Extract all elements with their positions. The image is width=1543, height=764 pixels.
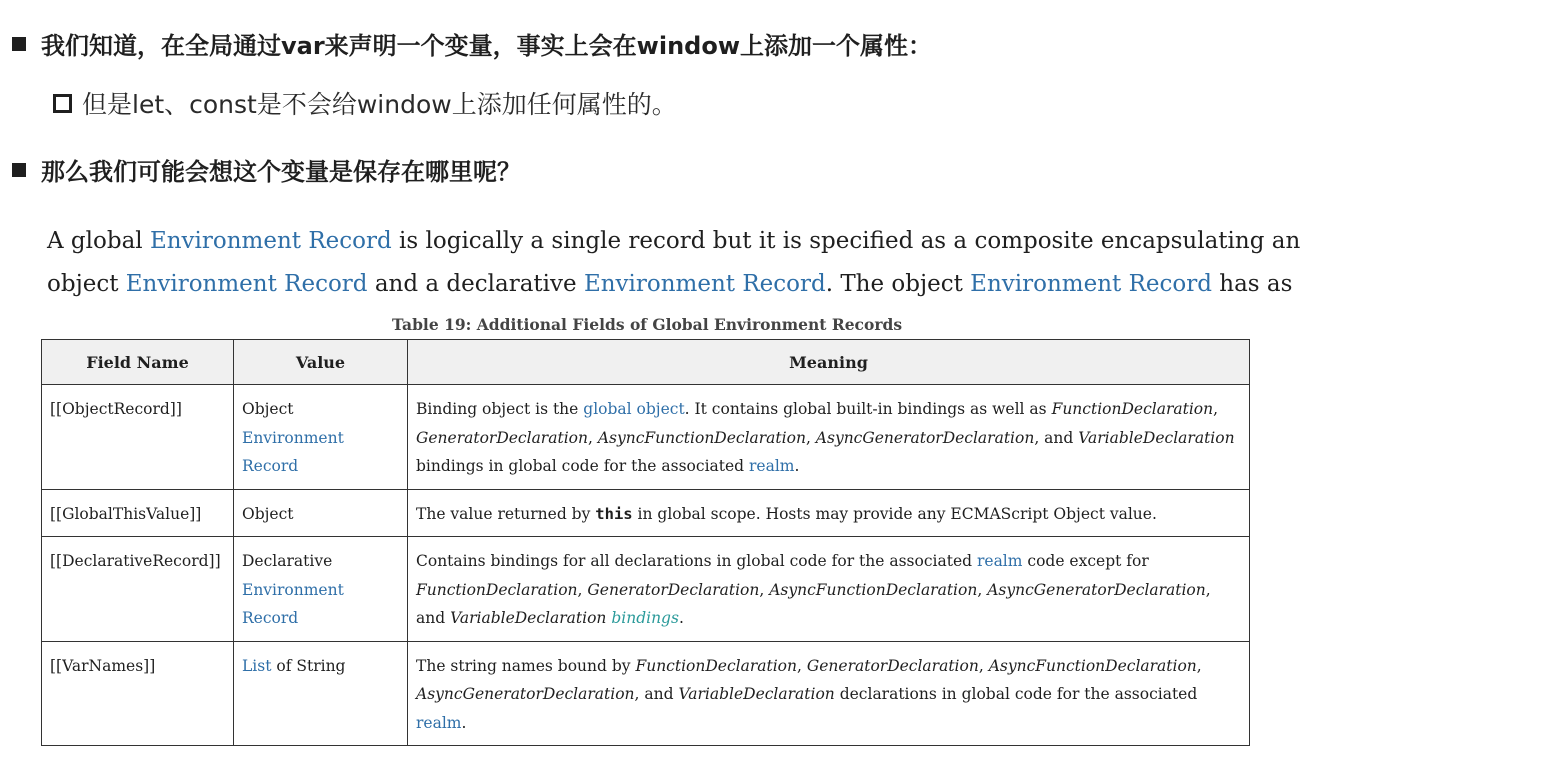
italic-term: AsyncFunctionDeclaration bbox=[769, 580, 978, 599]
text: , bbox=[978, 656, 989, 675]
filled-square-bullet-icon bbox=[12, 163, 26, 177]
sub-bullet-text: 但是let、const是不会给window上添加任何属性的。 bbox=[82, 90, 677, 119]
italic-term: GeneratorDeclaration bbox=[587, 580, 760, 599]
environment-record-link[interactable]: Environment Record bbox=[125, 271, 368, 297]
value-cell: Object bbox=[234, 489, 408, 537]
value-text: Declarative bbox=[242, 552, 333, 570]
environment-record-link[interactable]: Environment Record bbox=[149, 228, 392, 254]
environment-record-link[interactable]: Environment Record bbox=[242, 428, 344, 475]
italic-term: FunctionDeclaration bbox=[416, 580, 578, 599]
text: , bbox=[759, 580, 770, 599]
paragraph-line-2 bbox=[47, 263, 1347, 306]
italic-term: GeneratorDeclaration bbox=[416, 428, 588, 447]
filled-square-bullet-icon bbox=[12, 37, 26, 51]
text: and a declarative bbox=[367, 271, 584, 297]
text: has as bbox=[1211, 271, 1293, 297]
realm-link[interactable]: realm bbox=[976, 552, 1023, 570]
text: , bbox=[577, 580, 588, 599]
text: The string names bound by bbox=[416, 656, 636, 675]
italic-term: AsyncFunctionDeclaration bbox=[988, 656, 1197, 675]
meaning-cell bbox=[408, 641, 1250, 746]
sub-bullet-let-const bbox=[53, 85, 677, 121]
text: , bbox=[1213, 400, 1219, 418]
text: , bbox=[797, 656, 807, 675]
italic-term: AsyncGeneratorDeclaration bbox=[815, 428, 1035, 447]
table-row bbox=[42, 385, 1250, 490]
meaning-cell bbox=[408, 489, 1250, 537]
environment-record-link[interactable]: Environment Record bbox=[970, 271, 1212, 297]
table-header-row bbox=[42, 340, 1250, 385]
this-keyword: this bbox=[595, 504, 633, 523]
field-cell: [[VarNames]] bbox=[42, 641, 234, 746]
value-text: Object bbox=[242, 400, 294, 418]
italic-term: AsyncGeneratorDeclaration bbox=[987, 580, 1206, 599]
table-row bbox=[42, 537, 1250, 642]
value-text: of String bbox=[271, 656, 346, 675]
text: . bbox=[678, 609, 684, 627]
italic-term: AsyncFunctionDeclaration bbox=[597, 428, 806, 447]
value-cell bbox=[234, 537, 408, 642]
text: Binding object is the bbox=[416, 400, 584, 418]
italic-term: FunctionDeclaration bbox=[635, 656, 797, 675]
text: . The object bbox=[825, 271, 971, 297]
text: . bbox=[461, 713, 467, 732]
value-cell bbox=[234, 641, 408, 746]
list-link[interactable]: List bbox=[242, 656, 272, 675]
text: , and bbox=[416, 580, 1211, 627]
text: object bbox=[47, 271, 126, 297]
field-cell: [[DeclarativeRecord]] bbox=[42, 537, 234, 642]
spec-paragraph bbox=[47, 220, 1347, 306]
environment-record-link[interactable]: Environment Record bbox=[242, 580, 344, 627]
text: is logically a single record but it is specified as a composite encapsulating an bbox=[391, 228, 1301, 254]
paragraph-line-1 bbox=[47, 220, 1347, 263]
field-cell: [[ObjectRecord]] bbox=[42, 385, 234, 490]
text: . It contains global built-in bindings as well as bbox=[684, 400, 1052, 418]
text: The value returned by bbox=[416, 504, 596, 523]
table-caption: Table 19: Additional Fields of Global Environment Records bbox=[392, 315, 903, 334]
text: , bbox=[587, 428, 598, 447]
text: , bbox=[977, 580, 988, 599]
italic-term: GeneratorDeclaration bbox=[806, 656, 979, 675]
field-cell: [[GlobalThisValue]] bbox=[42, 489, 234, 537]
bindings-link[interactable]: bindings bbox=[611, 609, 679, 627]
header-meaning: Meaning bbox=[408, 340, 1250, 385]
table-row bbox=[42, 489, 1250, 537]
text: A global bbox=[47, 228, 150, 254]
open-square-bullet-icon bbox=[53, 94, 72, 113]
text: , bbox=[805, 428, 816, 447]
meaning-cell bbox=[408, 537, 1250, 642]
table-row bbox=[42, 641, 1250, 746]
text: , and bbox=[1034, 428, 1079, 447]
italic-term: VariableDeclaration bbox=[678, 685, 835, 703]
header-field-name: Field Name bbox=[42, 340, 234, 385]
text: in global scope. Hosts may provide any ECMAScript Object value. bbox=[632, 504, 1157, 523]
text: code except for bbox=[1022, 552, 1149, 570]
italic-term: VariableDeclaration bbox=[1078, 428, 1235, 447]
realm-link[interactable]: realm bbox=[416, 713, 462, 732]
bullet-where-stored bbox=[12, 152, 521, 187]
italic-term: AsyncGeneratorDeclaration bbox=[416, 685, 635, 703]
global-environment-records-table bbox=[41, 339, 1250, 746]
bullet-text: 我们知道，在全局通过var来声明一个变量，事实上会在window上添加一个属性： bbox=[41, 32, 932, 60]
meaning-cell bbox=[408, 385, 1250, 490]
text: declarations in global code for the associated bbox=[834, 685, 1198, 703]
text: Contains bindings for all declarations in global code for the associated bbox=[416, 552, 977, 570]
italic-term: VariableDeclaration bbox=[450, 609, 607, 627]
header-value: Value bbox=[234, 340, 408, 385]
bullet-var-window bbox=[12, 26, 932, 61]
italic-term: FunctionDeclaration bbox=[1051, 400, 1214, 418]
text: bindings in global code for the associated bbox=[416, 457, 750, 475]
bullet-text: 那么我们可能会想这个变量是保存在哪里呢？ bbox=[41, 158, 521, 186]
text: . bbox=[794, 457, 800, 475]
value-cell bbox=[234, 385, 408, 490]
global-object-link[interactable]: global object bbox=[583, 400, 685, 418]
text: , and bbox=[634, 685, 679, 703]
text: , bbox=[1196, 656, 1202, 675]
realm-link[interactable]: realm bbox=[749, 457, 795, 475]
environment-record-link[interactable]: Environment Record bbox=[583, 271, 826, 297]
